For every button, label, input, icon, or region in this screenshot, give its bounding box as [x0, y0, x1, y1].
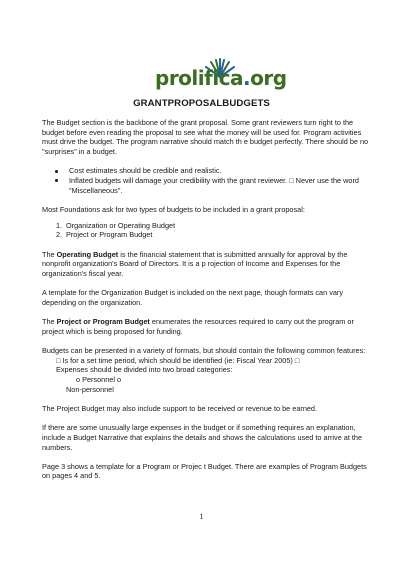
- budget-types-list: [42, 221, 372, 240]
- budget-types-intro: Most Foundations ask for two types of budgets to be included in a grant proposal:: [42, 204, 305, 214]
- prolifica-logo: [155, 58, 287, 92]
- revenue-paragraph: The Project Budget may also include support to be received or revenue to be earned.: [42, 403, 318, 413]
- budget-tips-list: [42, 166, 372, 195]
- template-paragraph: A template for the Organization Budget is included on the next page, though formats can vary depending on the organization.: [42, 288, 343, 307]
- list-item: 2. Project or Program Budget: [56, 230, 153, 240]
- page-number: 1: [199, 512, 204, 521]
- category-non-personnel: Non-personnel: [66, 384, 114, 394]
- feature-time-period: □ Is for a set time period, which should be identified (ie: Fiscal Year 2005) □: [56, 355, 300, 365]
- templates-reference-paragraph: Page 3 shows a template for a Program or Projec t Budget. There are examples of Program Budgets on pages 4 and 5.: [42, 461, 367, 481]
- program-budget-paragraph: The Project or Program Budget enumerates the resources required to carry out the program or project which is being proposed for funding.: [42, 317, 354, 336]
- list-item: Cost estimates should be credible and realistic.: [42, 166, 372, 176]
- formats-paragraph: Budgets can be presented in a variety of formats, but should contain the following common features:: [42, 345, 366, 355]
- document-body: [42, 118, 372, 481]
- category-personnel: o Personnel o: [76, 375, 122, 385]
- narrative-paragraph: If there are some unusually large expenses in the budget or if something requires an explanation, include a Budget Narrative that explains the details and shows the calculations used to arrive at the numbers.: [42, 423, 363, 452]
- logo-wordmark: prolifica.org: [155, 66, 287, 90]
- feature-expenses: Expenses should be divided into two broad categories:: [56, 365, 233, 375]
- list-item: Inflated budgets will damage your credibility with the grant reviewer. □ Never use the word "Miscellaneous".: [42, 176, 372, 195]
- operating-budget-paragraph: The Operating Budget is the financial statement that is submitted annually for approval by the nonprofit organization's Board of Directors. It is a p rojection of Income and Expenses for the organization's fiscal year.: [42, 249, 348, 278]
- intro-paragraph: The Budget section is the backbone of the grant proposal. Some grant reviewers turn right to the budget before even reading the proposal to see what the money will be used for. Program activities must drive the budget. The program narrative should match th e budget perfectly. There should be no "surprises" in a budget.: [42, 118, 369, 157]
- page-title: GRANTPROPOSALBUDGETS: [133, 98, 270, 109]
- list-item: 1. Organization or Operating Budget: [56, 220, 176, 230]
